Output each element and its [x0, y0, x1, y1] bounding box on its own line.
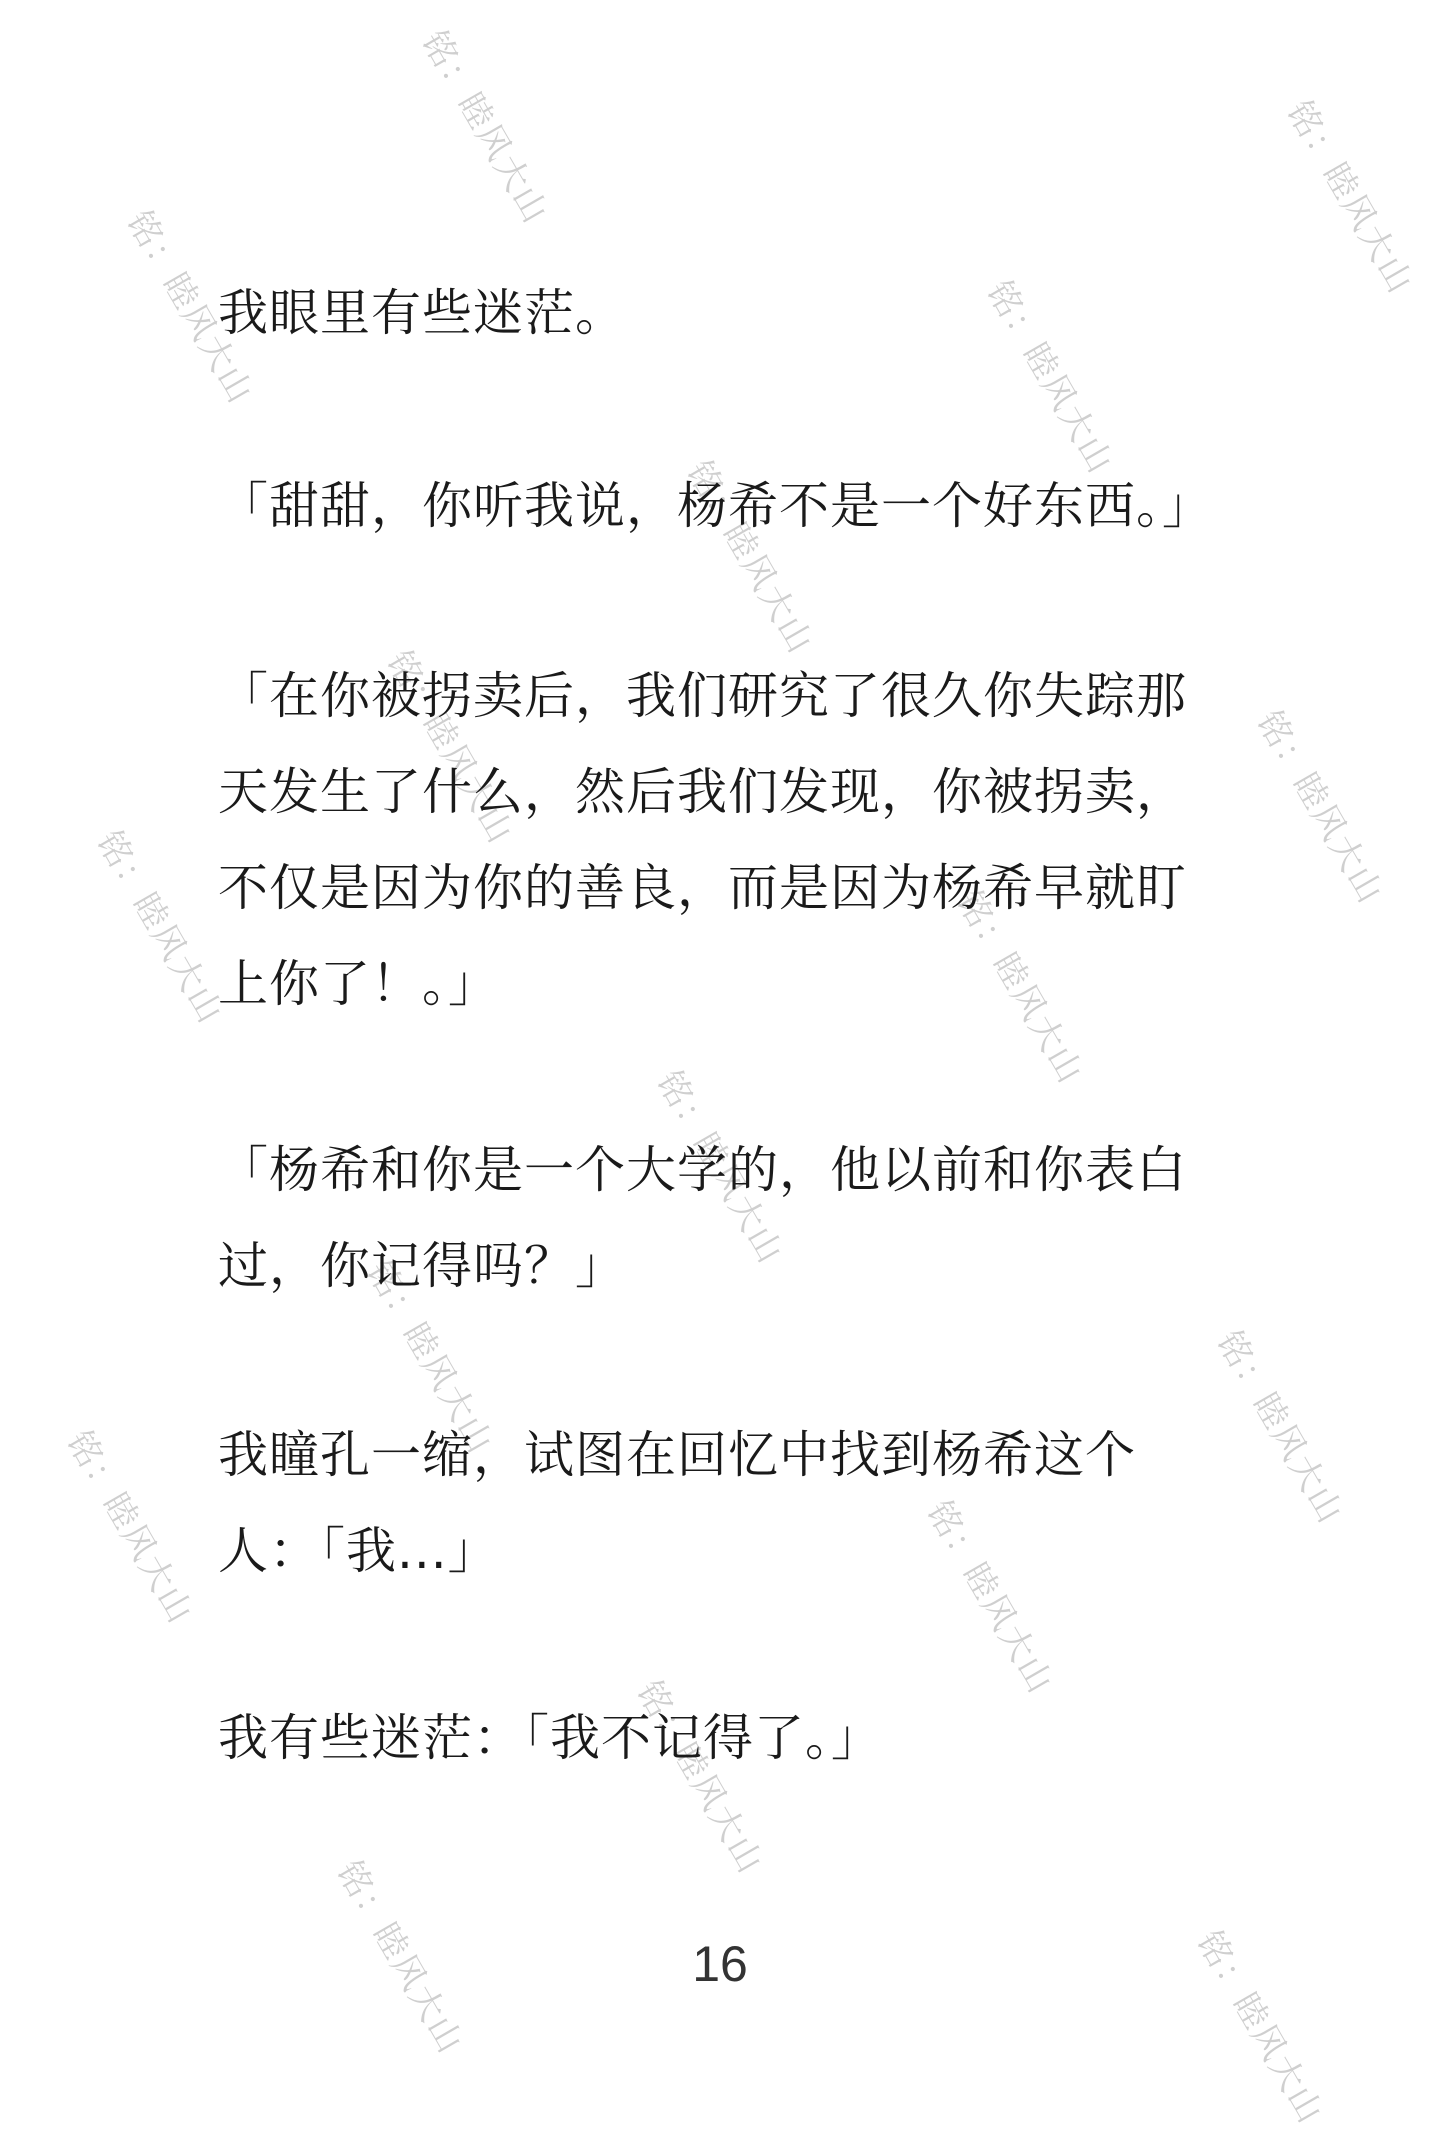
watermark: 铭：睦风大山: [918, 1494, 1062, 1702]
paragraph: 「甜甜，你听我说，杨希不是一个好东西。」: [218, 477, 1213, 535]
paragraph: 我眼里有些迷茫。: [218, 284, 626, 342]
watermark: 铭：睦风大山: [1248, 704, 1392, 912]
paragraph: 「杨希和你是一个大学的，他以前和你表白过，你记得吗？」: [218, 1141, 1187, 1295]
watermark: 铭：睦风大山: [678, 454, 822, 662]
watermark: 铭：睦风大山: [378, 644, 522, 852]
watermark: 铭：睦风大山: [413, 24, 557, 232]
watermark: 铭：睦风大山: [58, 1424, 202, 1632]
watermark: 铭：睦风大山: [948, 884, 1092, 1092]
watermark: 铭：睦风大山: [1278, 94, 1422, 302]
paragraph: 我有些迷茫：「我不记得了。」: [218, 1709, 882, 1767]
watermark: 铭：睦风大山: [358, 1254, 502, 1462]
watermark: 铭：睦风大山: [628, 1674, 772, 1882]
watermark: 铭：睦风大山: [118, 204, 262, 412]
watermark: 铭：睦风大山: [1208, 1324, 1352, 1532]
watermark: 铭：睦风大山: [978, 274, 1122, 482]
watermark: 铭：睦风大山: [328, 1854, 472, 2062]
watermark: 铭：睦风大山: [88, 824, 232, 1032]
paragraph: 「在你被拐卖后，我们研究了很久你失踪那天发生了什么，然后我们发现，你被拐卖，不仅是因为你的善良，而是因为杨希早就盯上你了！。」: [218, 667, 1187, 1013]
paragraph: 我瞳孔一缩，试图在回忆中找到杨希这个人：「我...」: [218, 1426, 1136, 1580]
watermark: 铭：睦风大山: [1188, 1924, 1332, 2132]
watermark: 铭：睦风大山: [648, 1064, 792, 1272]
page-number: 16: [692, 1936, 748, 1992]
